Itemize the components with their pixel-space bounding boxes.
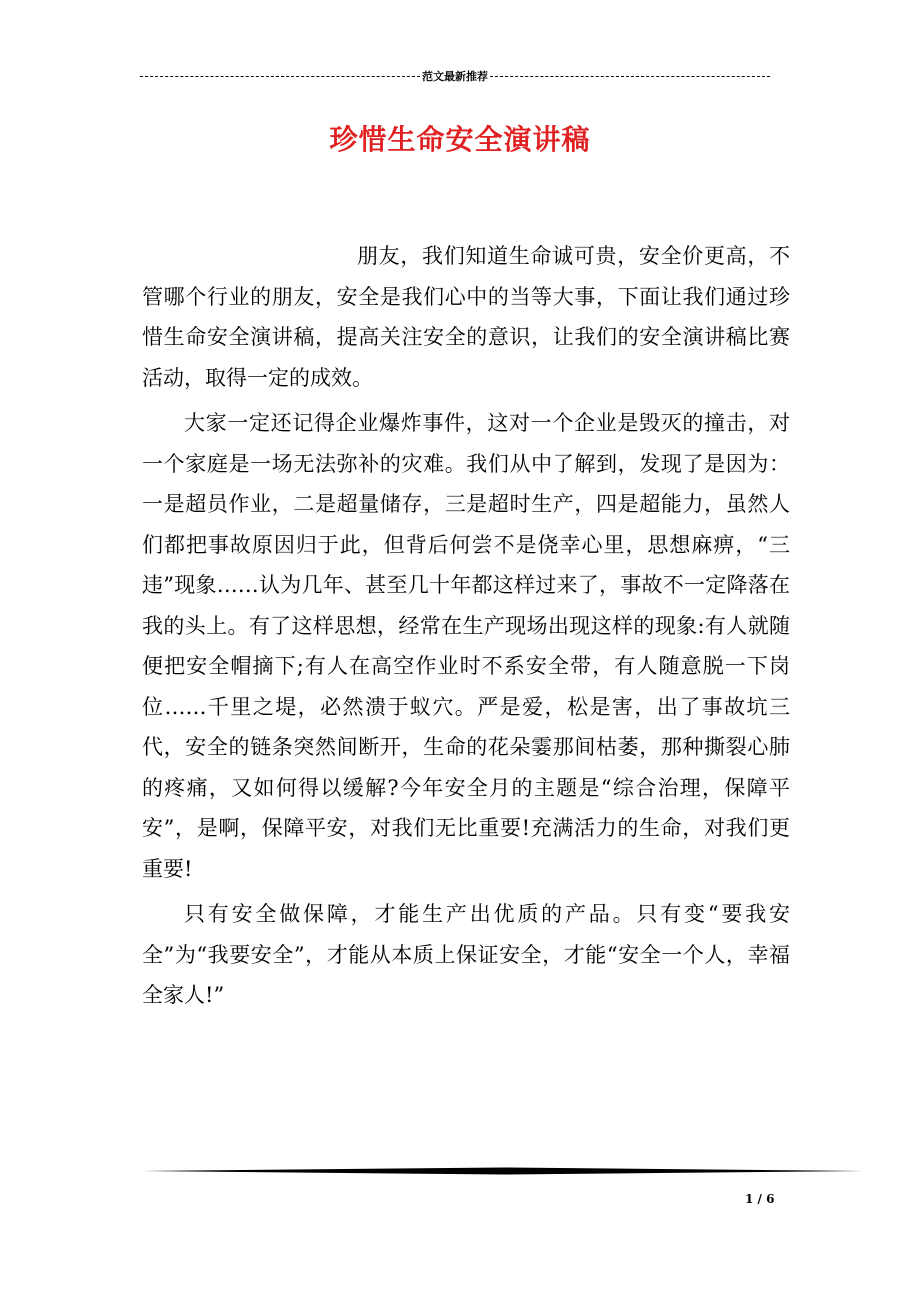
paragraph-conclusion: 只有安全做保障，才能生产出优质的产品。只有变“要我安全”为“我要安全”，才能从本质上保证安全，才能“安全一个人，幸福全家人!” — [142, 902, 790, 1007]
paragraph-body: 大家一定还记得企业爆炸事件，这对一个企业是毁灭的撞击，对一个家庭是一场无法弥补的灾难。我们从中了解到，发现了是因为：一是超员作业，二是超量储存，三是超时生产，四是超能力，虽然人们都把事故原因归于此，但背后何尝不是侥幸心里，思想麻痹，“三违”现象……认为几年、甚至几十年都这样过来了，事故不一定降落在我的头上。有了这样思想，经常在生产现场出现这样的现象:有人就随便把安全帽摘下;有人在高空作业时不系安全带，有人随意脱一下岗位……千里之堤，必然溃于蚁穴。严是爱，松是害，出了事故坑三代，安全的链条突然间断开，生命的花朵霎那间枯萎，那种撕裂心肺的疼痛，又如何得以缓解?今年安全月的主题是“综合治理，保障平安”，是啊，保障平安，对我们无比重要!充满活力的生命，对我们更重要! — [142, 411, 790, 881]
document-title: 珍惜生命安全演讲稿 — [329, 123, 591, 156]
page-number: 1 / 6 — [745, 1192, 775, 1206]
footer-rule — [142, 1167, 864, 1175]
page-header — [140, 68, 770, 84]
header-label: 范文最新推荐 — [422, 70, 488, 83]
document-body — [142, 236, 790, 1021]
header-dash-right — [490, 76, 770, 77]
header-dash-left — [140, 76, 420, 77]
paragraph-intro: 朋友，我们知道生命诚可贵，安全价更高，不管哪个行业的朋友，安全是我们心中的当等大事，下面让我们通过珍惜生命安全演讲稿，提高关注安全的意识，让我们的安全演讲稿比赛活动，取得一定的成效。 — [142, 244, 790, 390]
